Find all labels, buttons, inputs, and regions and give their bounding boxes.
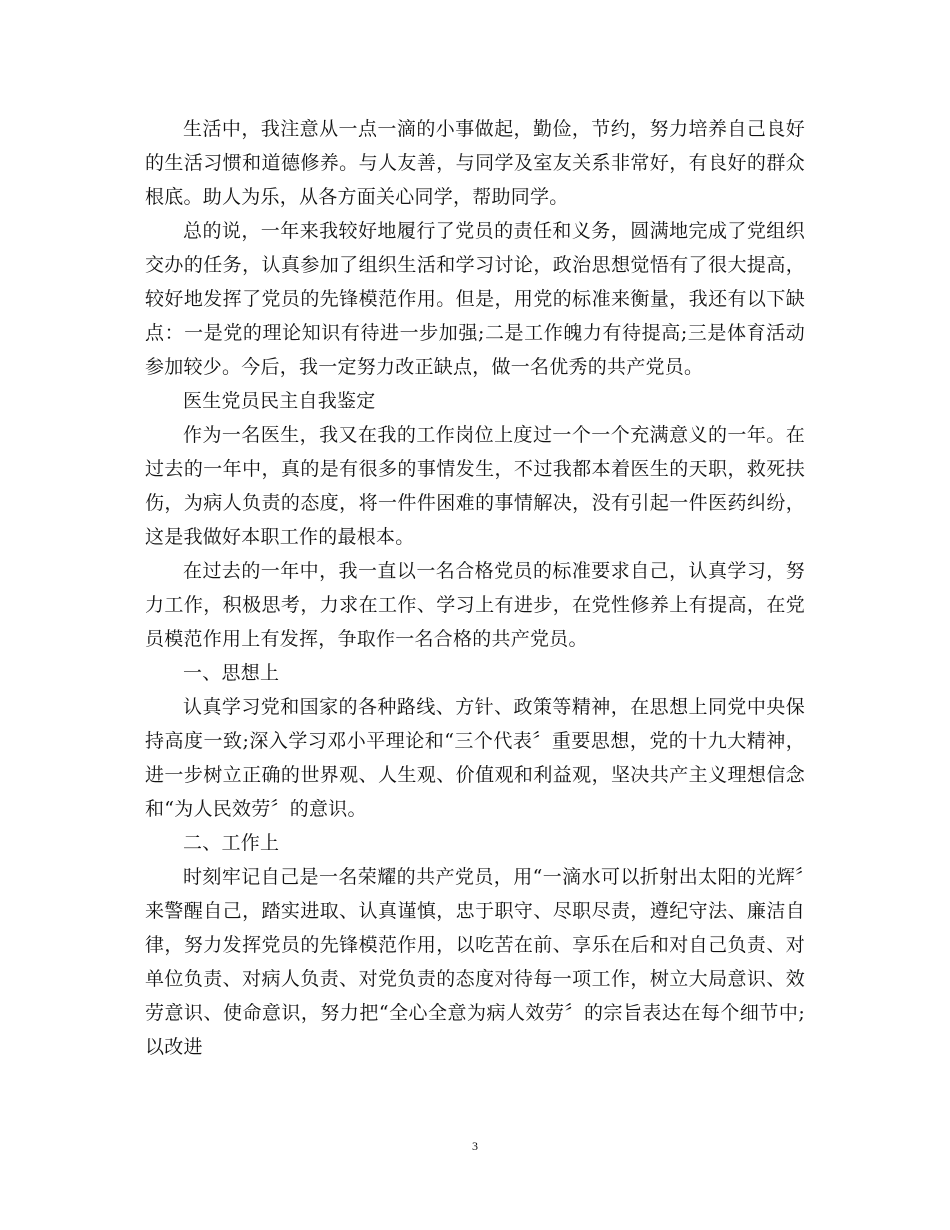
section-heading-work: 二、工作上 (183, 832, 280, 854)
paragraph-summary: 总的说，一年来我较好地履行了党员的责任和义务，圆满地完成了党组织交办的任务，认真参加了组织生活和学习讨论，政治思想觉悟有了很大提高，较好地发挥了党员的先锋模范作用。但是，用党的标准来衡量，我还有以下缺点：一是党的理论知识有待进一步加强;二是工作魄力有待提高;三是体育活动参加较少。今后，我一定努力改正缺点，做一名优秀的共产党员。 (145, 220, 805, 378)
paragraph-ideology: 认真学习党和国家的各种路线、方针、政策等精神，在思想上同党中央保持高度一致;深入学习邓小平理论和“三个代表〞重要思想，党的十九大精神，进一步树立正确的世界观、人生观、价值观和利益观，坚决共产主义理想信念和“为人民效劳〞的意识。 (145, 696, 805, 820)
document-body (145, 112, 805, 1064)
paragraph-daily-life: 生活中，我注意从一点一滴的小事做起，勤俭，节约，努力培养自己良好的生活习惯和道德修养。与人友善，与同学及室友关系非常好，有良好的群众根底。助人为乐，从各方面关心同学，帮助同学。 (145, 118, 805, 208)
paragraph-work: 时刻牢记自己是一名荣耀的共产党员，用“一滴水可以折射出太阳的光辉〞来警醒自己，踏实进取、认真谨慎，忠于职守、尽职尽责，遵纪守法、廉洁自律，努力发挥党员的先锋模范作用，以吃苦在前、享乐在后和对自己负责、对单位负责、对病人负责、对党负责的态度对待每一项工作，树立大局意识、效劳意识、使命意识，努力把“全心全意为病人效劳〞的宗旨表达在每个细节中;以改进 (145, 866, 805, 1058)
page-number: 3 (472, 1139, 478, 1153)
paragraph-as-doctor: 作为一名医生，我又在我的工作岗位上度过一个一个充满意义的一年。在过去的一年中，真的是有很多的事情发生，不过我都本着医生的天职，救死扶伤，为病人负责的态度，将一件件困难的事情解决，没有引起一件医药纠纷，这是我做好本职工作的最根本。 (145, 424, 805, 548)
section-title-doctor-self-assessment: 医生党员民主自我鉴定 (183, 390, 376, 412)
paragraph-past-year: 在过去的一年中，我一直以一名合格党员的标准要求自己，认真学习，努力工作，积极思考，力求在工作、学习上有进步，在党性修养上有提高，在党员模范作用上有发挥，争取作一名合格的共产党员。 (145, 560, 805, 650)
section-heading-ideology: 一、思想上 (183, 662, 280, 684)
